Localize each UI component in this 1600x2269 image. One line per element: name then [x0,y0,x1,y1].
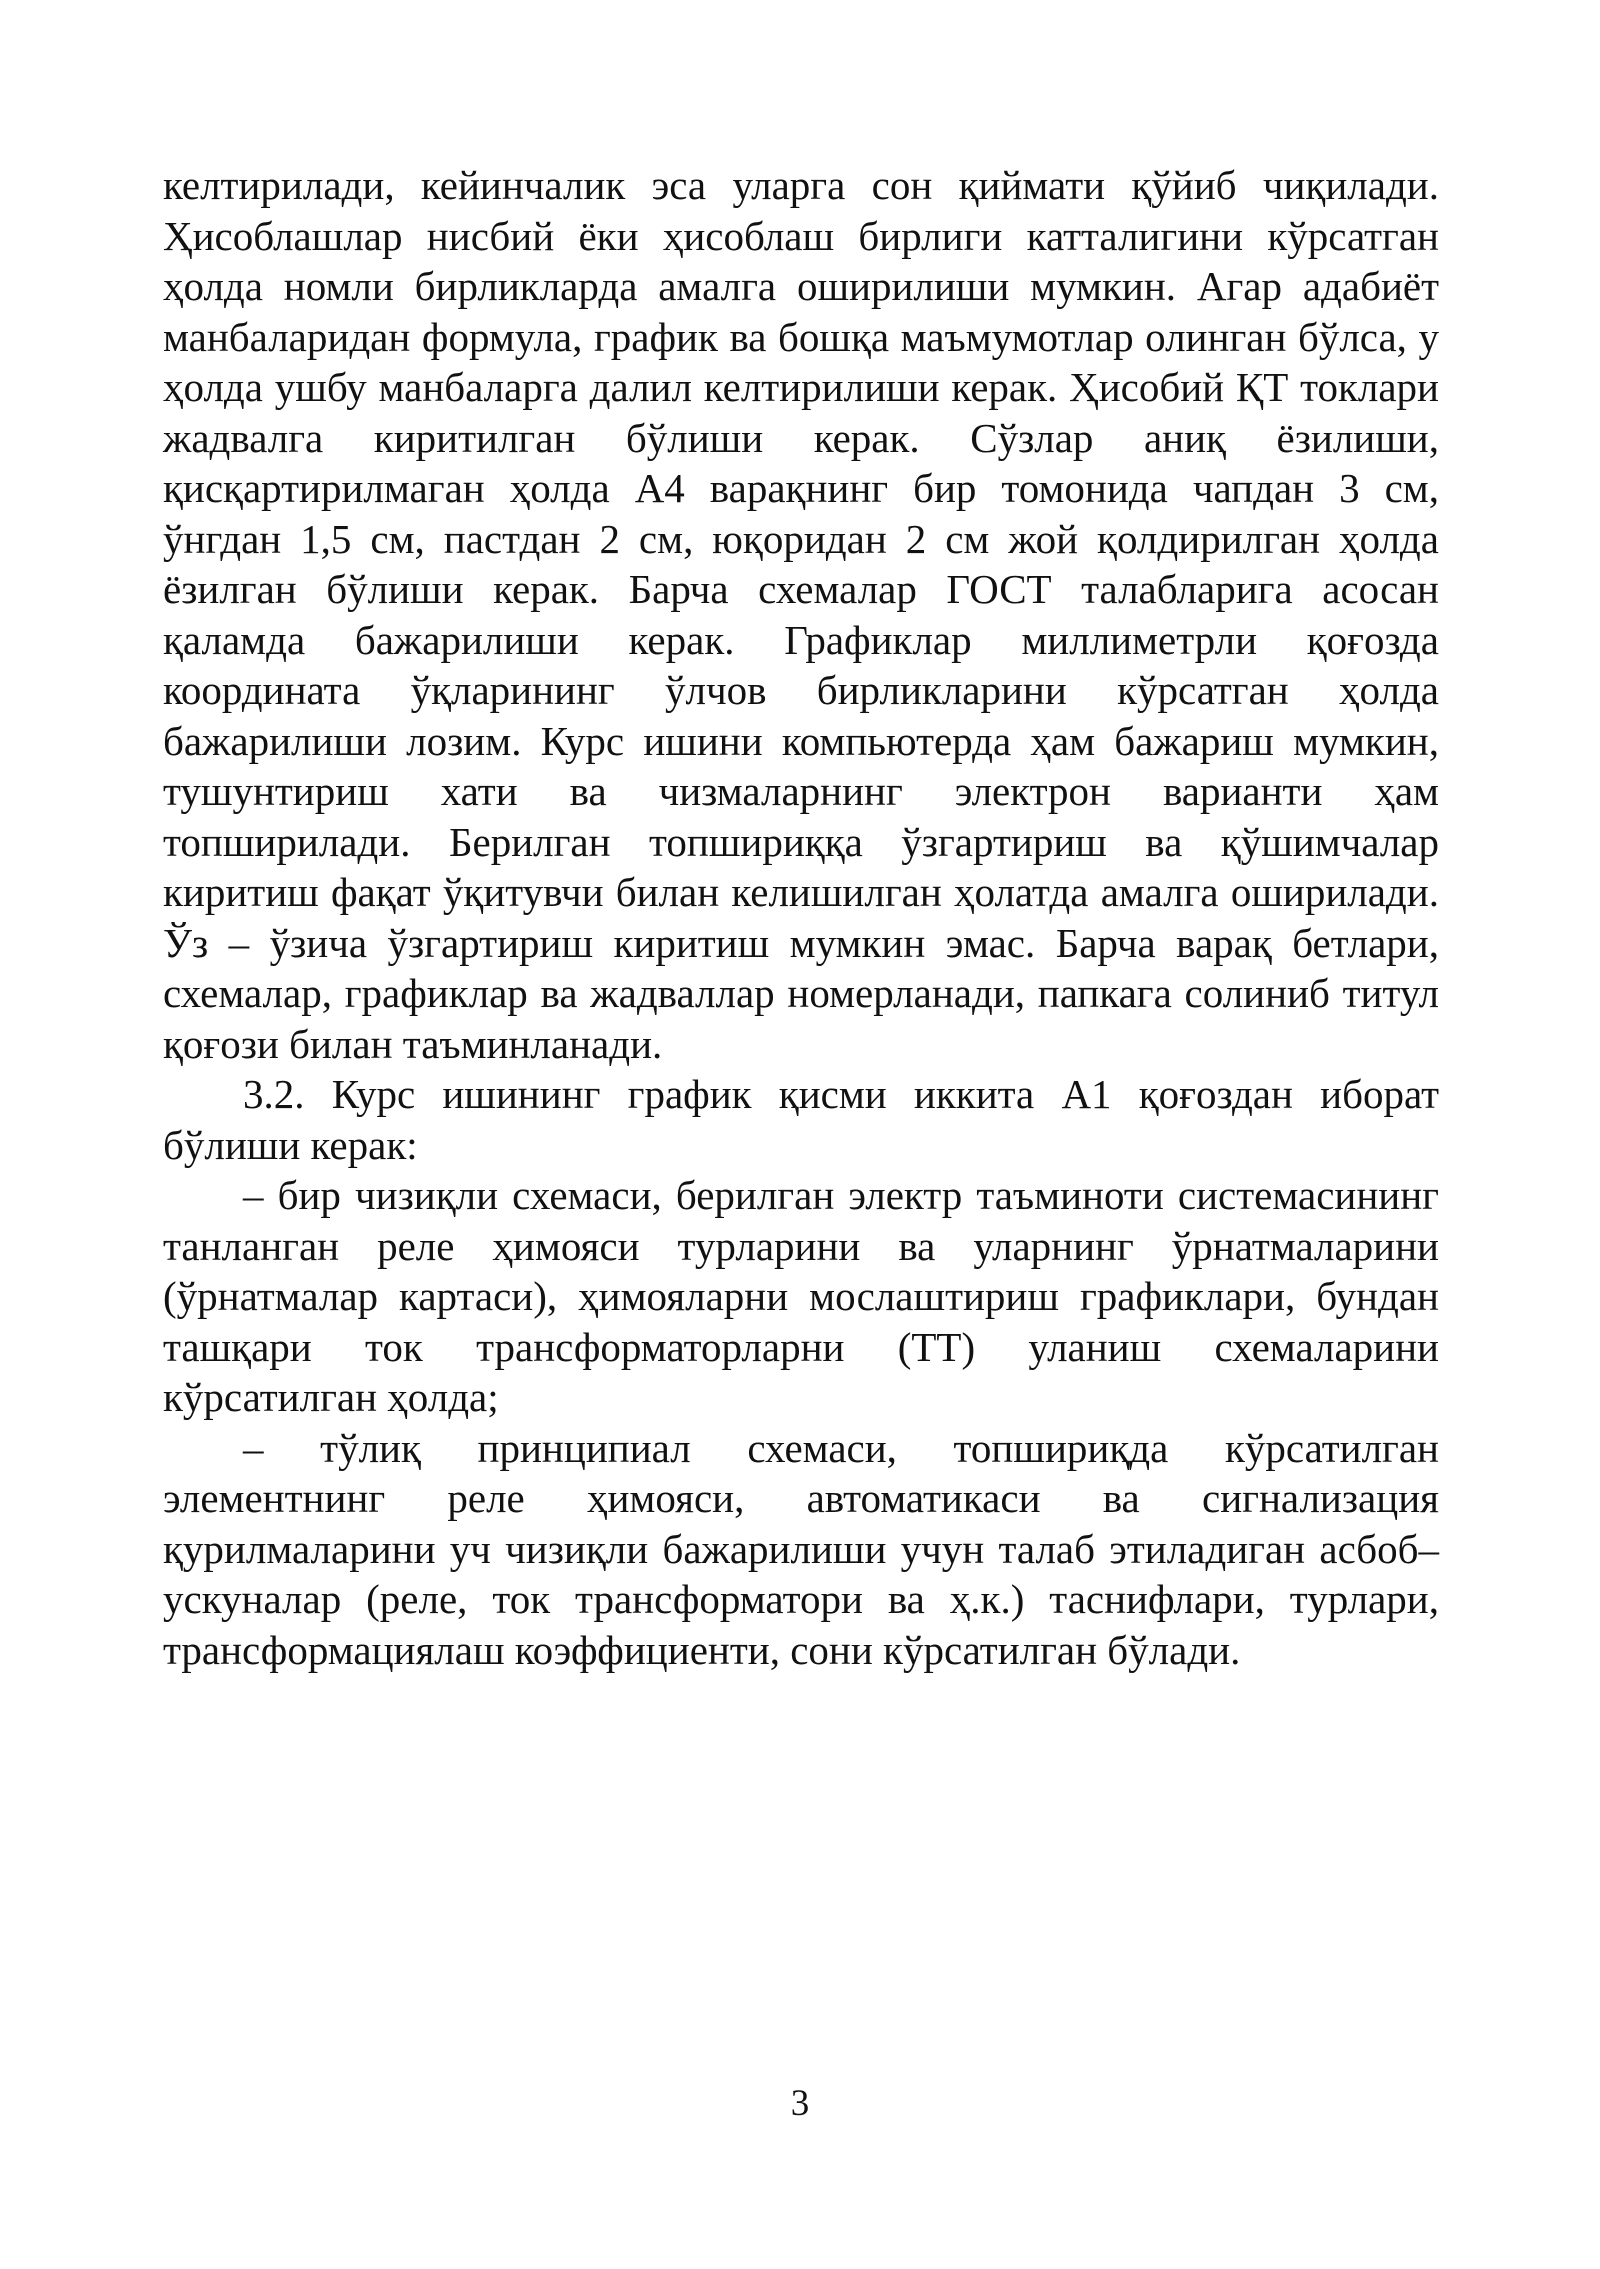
paragraph-continuation: келтирилади, кейинчалик эса уларга сон қиймати қўйиб чиқилади. Ҳисоблашлар нисбий ёки ҳисоблаш бирлиги катталигини кўрсатган ҳолда номли бирликларда амалга оширилиши мумкин. Агар адабиёт манбаларидан формула, график ва бошқа маъмумотлар олинган бўлса, у ҳолда ушбу манбаларга далил келтирилиши керак. Ҳисобий ҚТ токлари жадвалга киритилган бўлиши керак. Сўзлар аниқ ёзилиши, қисқартирилмаган ҳолда А4 варақнинг бир томонида чапдан 3 см, ўнгдан 1,5 см, пастдан 2 см, юқоридан 2 см жой қолдирилган ҳолда ёзилган бўлиши керак. Барча схемалар ГОСТ талабларига асосан қаламда бажарилиши керак. Графиклар миллиметрли қоғозда координата ўқларининг ўлчов бирликларини кўрсатган ҳолда бажарилиши лозим. Курс ишини компьютерда ҳам бажариш мумкин, тушунтириш хати ва чизмаларнинг электрон варианти ҳам топширилади. Берилган топшириққа ўзгартириш ва қўшимчалар киритиш фақат ўқитувчи билан келишилган ҳолатда амалга оширилади. Ўз – ўзича ўзгартириш киритиш мумкин эмас. Барча варақ бетлари, схемалар, графиклар ва жадваллар номерланади, папкага солиниб титул қоғози билан таъминланади. [163,162,1439,1067]
body-text [163,160,1439,1675]
page-number: 3 [790,2083,810,2124]
list-item-full-principal-scheme: – тўлиқ принципиал схемаси, топшириқда кўрсатилган элементнинг реле ҳимояси, автоматикаси ва сигнализация қурилмаларини уч чизиқли бажарилиши учун талаб этиладиган асбоб–ускуналар (реле, ток трансформатори ва ҳ.к.) таснифлари, турлари, трансформациялаш коэффициенти, сони кўрсатилган бўлади. [163,1424,1439,1673]
list-item-single-line-scheme: – бир чизиқли схемаси, берилган электр таъминоти системасининг танланган реле ҳимояси турларини ва уларнинг ўрнатмаларини (ўрнатмалар картаси), ҳимояларни мослаштириш графиклари, бундан ташқари ток трансформаторларни (ТТ) уланиш схемаларини кўрсатилган ҳолда; [163,1172,1439,1420]
paragraph-section-3-2: 3.2. Курс ишининг график қисми иккита А1 қоғоздан иборат бўлиши керак: [163,1071,1439,1168]
